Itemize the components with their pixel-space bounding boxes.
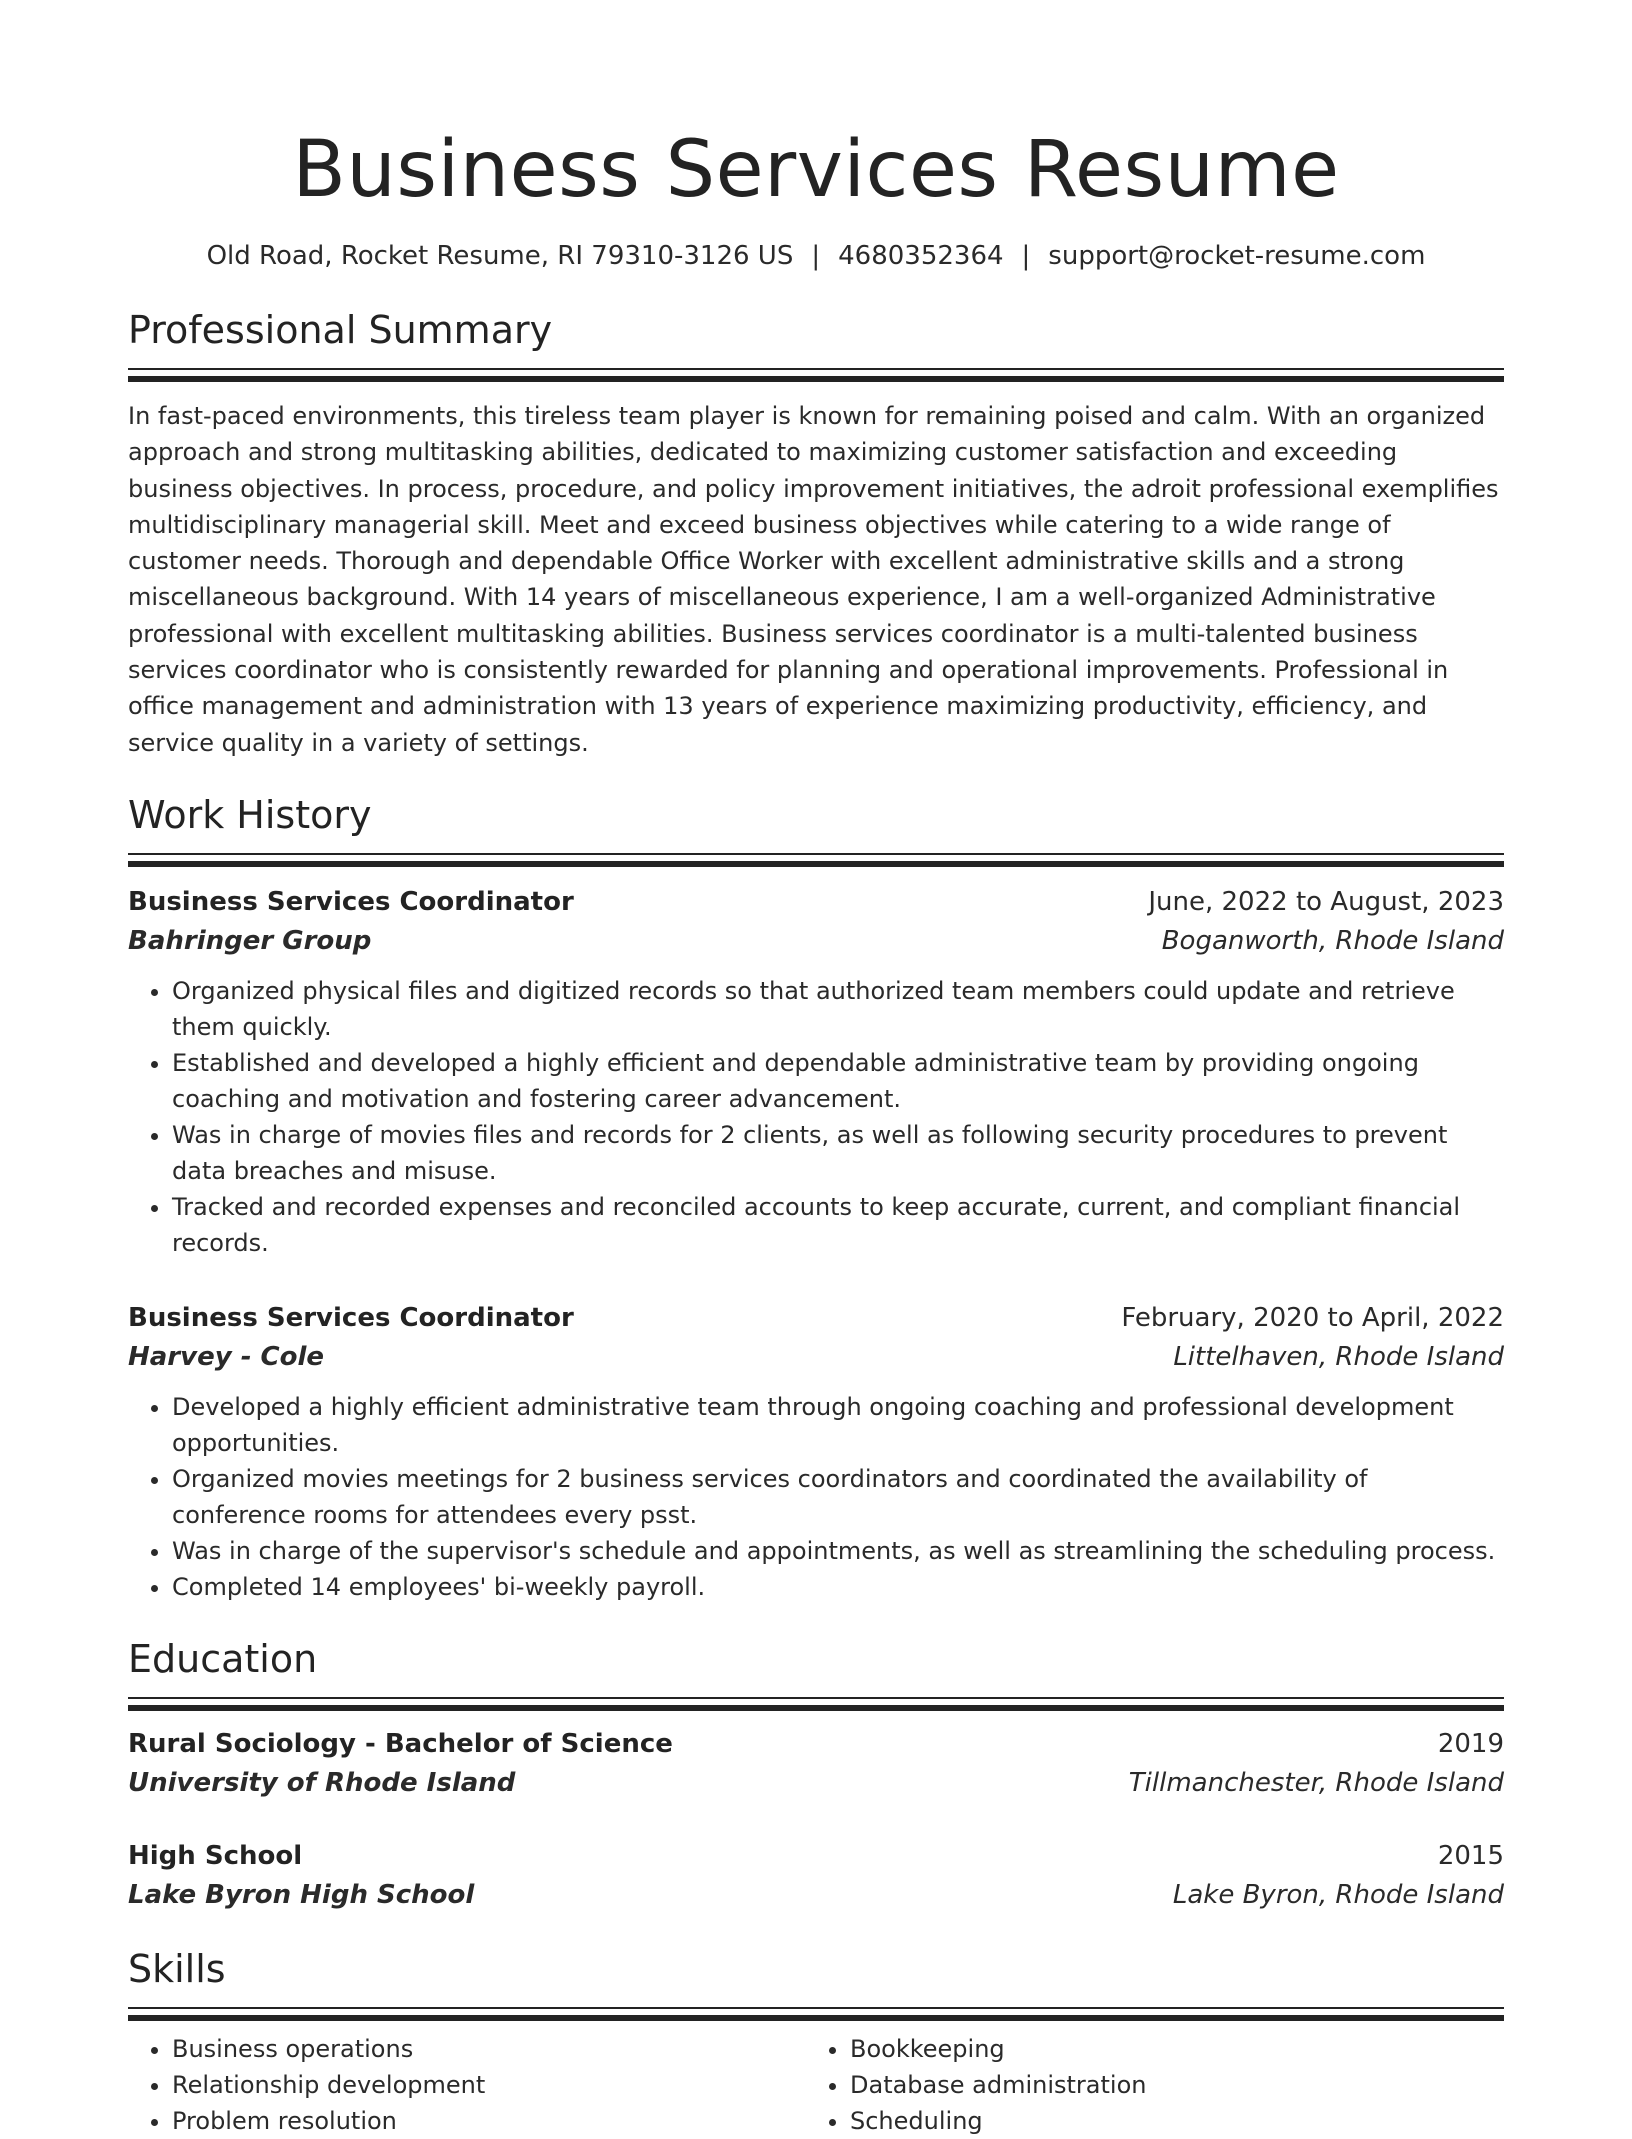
section-rule xyxy=(128,2015,1504,2021)
list-item: • Tracked and recorded expenses and reconciled accounts to keep accurate, current, and compliant financial records. xyxy=(172,1189,1504,1261)
list-item: • Developed a highly efficient administrative team through ongoing coaching and professional development opportunities. xyxy=(172,1389,1504,1461)
contact-email: support@rocket-resume.com xyxy=(1048,241,1426,271)
job-location: Littelhaven, Rhode Island xyxy=(1173,1341,1504,1372)
skills-list-left xyxy=(128,2031,806,2139)
job-bullets xyxy=(128,973,1504,1261)
section-rule xyxy=(128,861,1504,867)
section-rule xyxy=(128,2007,1504,2009)
summary-text: In fast-paced environments, this tireless team player is known for remaining poised and calm. With an organized approach and strong multitasking abilities, dedicated to maximizing customer satisfaction and exceeding business objectives. In process, procedure, and policy improvement initiatives, the adroit professional exemplifies multidisciplinary managerial skill. Meet and exceed business objectives while catering to a wide range of customer needs. Thorough and dependable Office Worker with excellent administrative skills and a strong miscellaneous background. With 14 years of miscellaneous experience, I am a well-organized Administrative professional with excellent multitasking abilities. Business services coordinator is a multi-talented business services coordinator who is consistently rewarded for planning and operational improvements. Professional in office management and administration with 13 years of experience maximizing productivity, efficiency, and service quality in a variety of settings. xyxy=(128,402,1499,757)
contact-phone: 4680352364 xyxy=(838,241,1004,271)
section-rule xyxy=(128,376,1504,382)
skill-item: • Scheduling xyxy=(850,2103,1484,2139)
job-location: Boganworth, Rhode Island xyxy=(1161,925,1504,956)
section-heading-summary: Professional Summary xyxy=(128,308,553,352)
resume-page xyxy=(128,0,1504,2139)
list-item: • Was in charge of the supervisor's schedule and appointments, as well as streamlining the scheduling process. xyxy=(172,1533,1504,1569)
skill-item: • Database administration xyxy=(850,2067,1484,2103)
skill-item: • Problem resolution xyxy=(172,2103,806,2139)
education-entry xyxy=(128,1837,1504,1915)
job-bullets xyxy=(128,1389,1504,1605)
education-school: Lake Byron High School xyxy=(128,1879,475,1910)
list-item: • Was in charge of movies files and records for 2 clients, as well as following security procedures to prevent data breaches and misuse. xyxy=(172,1117,1504,1189)
job-entry xyxy=(128,1299,1504,1605)
section-rule xyxy=(128,853,1504,855)
education-year: 2019 xyxy=(1437,1728,1504,1759)
skill-item: • Bookkeeping xyxy=(850,2031,1484,2067)
education-degree: Rural Sociology - Bachelor of Science xyxy=(128,1728,673,1759)
section-rule xyxy=(128,368,1504,370)
skill-item: • Business operations xyxy=(172,2031,806,2067)
education-location: Lake Byron, Rhode Island xyxy=(1172,1879,1504,1910)
section-rule xyxy=(128,1705,1504,1711)
job-company: Harvey - Cole xyxy=(128,1341,325,1372)
list-item: • Organized movies meetings for 2 business services coordinators and coordinated the availability of conference rooms for attendees every psst. xyxy=(172,1461,1504,1533)
job-company: Bahringer Group xyxy=(128,925,372,956)
section-heading-education: Education xyxy=(128,1636,318,1681)
contact-separator: | xyxy=(811,241,821,271)
skill-item: • Relationship development xyxy=(172,2067,806,2103)
contact-separator: | xyxy=(1021,241,1031,271)
job-dates: June, 2022 to August, 2023 xyxy=(1148,886,1504,917)
skills-list-right xyxy=(806,2031,1484,2139)
list-item: • Completed 14 employees' bi-weekly payroll. xyxy=(172,1569,1504,1605)
education-entry xyxy=(128,1725,1504,1803)
resume-title: Business Services Resume xyxy=(292,125,1340,215)
list-item: • Established and developed a highly efficient and dependable administrative team by providing ongoing coaching and motivation and fostering career advancement. xyxy=(172,1045,1504,1117)
education-location: Tillmanchester, Rhode Island xyxy=(1128,1767,1504,1798)
job-entry xyxy=(128,883,1504,1261)
education-school: University of Rhode Island xyxy=(128,1767,516,1798)
skills-columns xyxy=(128,2031,1504,2139)
contact-address: Old Road, Rocket Resume, RI 79310-3126 US xyxy=(206,241,794,271)
job-title: Business Services Coordinator xyxy=(128,1302,574,1333)
job-dates: February, 2020 to April, 2022 xyxy=(1121,1302,1504,1333)
education-degree: High School xyxy=(128,1840,303,1871)
section-heading-skills: Skills xyxy=(128,1946,226,1991)
section-rule xyxy=(128,1697,1504,1699)
education-year: 2015 xyxy=(1437,1840,1504,1871)
contact-line xyxy=(128,236,1504,276)
job-title: Business Services Coordinator xyxy=(128,886,574,917)
section-heading-work-history: Work History xyxy=(128,792,372,837)
list-item: • Organized physical files and digitized records so that authorized team members could update and retrieve them quickly. xyxy=(172,973,1504,1045)
